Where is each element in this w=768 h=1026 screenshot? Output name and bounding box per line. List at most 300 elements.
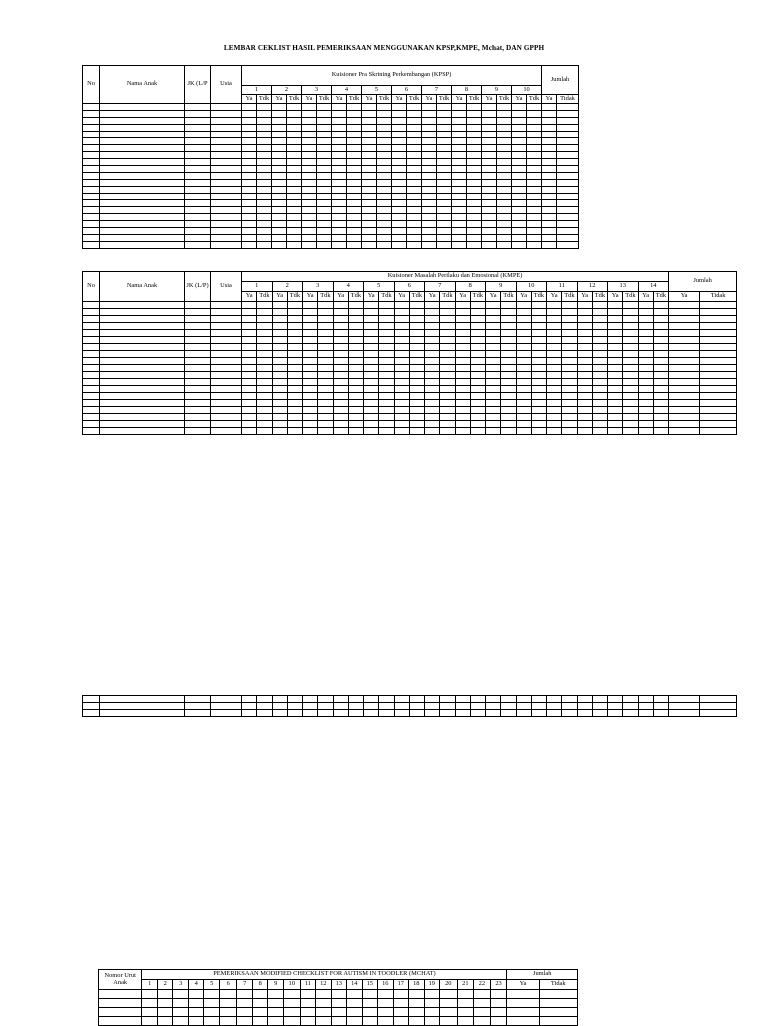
kmpe-cell <box>486 358 501 365</box>
kmpe-cell <box>242 365 257 372</box>
mchat-question-15: 15 <box>362 980 378 990</box>
kpsp-cell <box>362 179 377 186</box>
kmpe-cell <box>516 351 531 358</box>
kmpe-data-row <box>83 386 737 393</box>
kmpe-cell <box>425 302 440 309</box>
kmpe-cell <box>623 365 638 372</box>
mchat-cell <box>393 1008 409 1017</box>
kpsp-cell <box>497 138 512 145</box>
kmpe-continuation-cell <box>440 703 455 710</box>
kmpe-cell <box>211 337 242 344</box>
kmpe-cell <box>653 316 668 323</box>
kmpe-cell <box>608 393 623 400</box>
kmpe-cell <box>700 330 737 337</box>
kpsp-cell <box>467 234 482 241</box>
kmpe-jumlah-ya: Ya <box>669 292 700 302</box>
kpsp-cell <box>211 207 242 214</box>
kpsp-cell <box>347 145 362 152</box>
kmpe-cell <box>562 407 577 414</box>
kmpe-cell <box>562 386 577 393</box>
kpsp-cell <box>482 110 497 117</box>
kmpe-cell <box>379 323 394 330</box>
kmpe-cell <box>669 330 700 337</box>
kmpe-cell <box>669 323 700 330</box>
kpsp-cell <box>452 200 467 207</box>
kmpe-continuation-table <box>82 695 737 717</box>
mchat-cell <box>268 1008 284 1017</box>
kpsp-cell <box>287 179 302 186</box>
mchat-cell <box>142 990 158 999</box>
kmpe-cell <box>653 323 668 330</box>
kmpe-continuation-cell <box>700 710 737 717</box>
kmpe-continuation-cell <box>211 710 242 717</box>
kpsp-cell <box>542 159 557 166</box>
kpsp-cell <box>542 166 557 173</box>
kpsp-col-nama: Nama Anak <box>100 66 185 104</box>
kmpe-continuation-cell <box>669 710 700 717</box>
kmpe-cell <box>287 316 302 323</box>
kpsp-cell <box>422 104 437 111</box>
kpsp-col-no: No <box>83 66 100 104</box>
kmpe-cell <box>440 344 455 351</box>
mchat-col-jumlah: Jumlah <box>507 970 578 980</box>
kpsp-cell <box>407 179 422 186</box>
mchat-cell <box>99 1017 142 1026</box>
kpsp-cell <box>422 138 437 145</box>
kpsp-cell <box>317 166 332 173</box>
kmpe-cell <box>333 386 348 393</box>
kpsp-cell <box>302 193 317 200</box>
kpsp-cell <box>272 221 287 228</box>
kmpe-continuation-cell <box>333 710 348 717</box>
kpsp-cell <box>211 193 242 200</box>
kpsp-cell <box>512 152 527 159</box>
kpsp-cell <box>242 186 257 193</box>
mchat-cell <box>331 990 347 999</box>
kpsp-cell <box>512 193 527 200</box>
kmpe-continuation-cell <box>470 703 485 710</box>
kmpe-continuation-cell <box>379 703 394 710</box>
kmpe-cell <box>364 337 379 344</box>
kmpe-ya-header: Ya <box>425 292 440 302</box>
kpsp-cell <box>437 104 452 111</box>
kpsp-cell <box>272 193 287 200</box>
mchat-question-2: 2 <box>157 980 173 990</box>
kmpe-cell <box>425 365 440 372</box>
kpsp-cell <box>83 159 100 166</box>
kmpe-cell <box>638 309 653 316</box>
kmpe-data-row <box>83 351 737 358</box>
kmpe-cell <box>700 337 737 344</box>
kmpe-tdk-header: Tdk <box>287 292 302 302</box>
mchat-cell <box>331 1008 347 1017</box>
kmpe-cell <box>333 351 348 358</box>
kmpe-cell <box>394 414 409 421</box>
kmpe-cell <box>547 393 562 400</box>
kmpe-cell <box>379 351 394 358</box>
kmpe-cell <box>638 407 653 414</box>
kpsp-cell <box>422 179 437 186</box>
kmpe-cell <box>257 358 272 365</box>
kpsp-cell <box>242 228 257 235</box>
mchat-cell <box>157 1008 173 1017</box>
kmpe-cell <box>470 309 485 316</box>
mchat-cell <box>188 990 204 999</box>
kmpe-cell <box>700 400 737 407</box>
kpsp-cell <box>497 110 512 117</box>
kpsp-tdk-header: Tdk <box>257 95 272 104</box>
mchat-cell <box>362 1017 378 1026</box>
kmpe-continuation-cell <box>394 703 409 710</box>
mchat-cell <box>188 1017 204 1026</box>
kpsp-cell <box>287 138 302 145</box>
kpsp-data-row <box>83 179 579 186</box>
kmpe-cell <box>303 393 318 400</box>
kmpe-cell <box>272 344 287 351</box>
kmpe-cell <box>257 330 272 337</box>
kmpe-cell <box>608 400 623 407</box>
kmpe-data-row <box>83 379 737 386</box>
kmpe-cell <box>318 302 333 309</box>
kmpe-cell <box>272 323 287 330</box>
kpsp-cell <box>257 207 272 214</box>
kmpe-cell <box>455 421 470 428</box>
kmpe-cell <box>364 365 379 372</box>
kmpe-cell <box>211 407 242 414</box>
kmpe-cell <box>638 344 653 351</box>
kmpe-cell <box>608 337 623 344</box>
kpsp-cell <box>542 207 557 214</box>
kmpe-cell <box>653 407 668 414</box>
kmpe-cell <box>348 330 363 337</box>
kpsp-cell <box>542 193 557 200</box>
kmpe-continuation-cell <box>83 703 100 710</box>
kmpe-cell <box>257 414 272 421</box>
kpsp-cell <box>407 138 422 145</box>
kpsp-data-row <box>83 159 579 166</box>
kmpe-cell <box>653 428 668 435</box>
kmpe-continuation-cell <box>608 710 623 717</box>
kmpe-cell <box>562 309 577 316</box>
kpsp-cell <box>100 152 185 159</box>
mchat-question-5: 5 <box>204 980 220 990</box>
kmpe-cell <box>303 386 318 393</box>
kmpe-cell <box>669 428 700 435</box>
kpsp-cell <box>317 110 332 117</box>
kmpe-cell <box>303 309 318 316</box>
kpsp-cell <box>527 138 542 145</box>
kmpe-cell <box>83 428 100 435</box>
kmpe-cell <box>333 316 348 323</box>
mchat-cell <box>331 1017 347 1026</box>
kmpe-cell <box>470 330 485 337</box>
kpsp-cell <box>527 221 542 228</box>
kmpe-cell <box>394 302 409 309</box>
kmpe-cell <box>531 323 546 330</box>
kpsp-cell <box>497 117 512 124</box>
kmpe-cell <box>700 414 737 421</box>
kpsp-cell <box>512 159 527 166</box>
kmpe-cell <box>623 358 638 365</box>
kpsp-tdk-header: Tdk <box>347 95 362 104</box>
kpsp-tdk-header: Tdk <box>287 95 302 104</box>
mchat-cell <box>424 1017 440 1026</box>
kmpe-cell <box>440 379 455 386</box>
kmpe-continuation-cell <box>272 710 287 717</box>
kmpe-cell <box>440 386 455 393</box>
kmpe-cell <box>455 337 470 344</box>
kpsp-cell <box>272 152 287 159</box>
kpsp-cell <box>302 214 317 221</box>
kpsp-cell <box>257 124 272 131</box>
kpsp-cell <box>317 159 332 166</box>
kpsp-cell <box>452 179 467 186</box>
kmpe-cell <box>531 407 546 414</box>
kmpe-cell <box>547 351 562 358</box>
kmpe-cell <box>394 337 409 344</box>
kpsp-cell <box>422 221 437 228</box>
kpsp-cell <box>317 234 332 241</box>
kmpe-cell <box>623 372 638 379</box>
kpsp-cell <box>407 186 422 193</box>
kpsp-cell <box>467 228 482 235</box>
kmpe-cell <box>562 372 577 379</box>
kmpe-cell <box>608 358 623 365</box>
kmpe-cell <box>333 428 348 435</box>
kmpe-cell <box>455 358 470 365</box>
kmpe-cell <box>257 393 272 400</box>
kmpe-cell <box>211 365 242 372</box>
kpsp-cell <box>347 104 362 111</box>
kmpe-cell <box>257 407 272 414</box>
kmpe-ya-header: Ya <box>272 292 287 302</box>
kpsp-cell <box>377 152 392 159</box>
kmpe-continuation-cell <box>470 696 485 703</box>
kpsp-cell <box>272 131 287 138</box>
kpsp-cell <box>211 110 242 117</box>
kmpe-cell <box>303 323 318 330</box>
mchat-cell <box>316 999 332 1008</box>
kmpe-cell <box>547 309 562 316</box>
kmpe-cell <box>364 421 379 428</box>
kmpe-question-7: 7 <box>425 282 456 292</box>
kpsp-cell <box>83 145 100 152</box>
kmpe-tdk-header: Tdk <box>379 292 394 302</box>
kpsp-cell <box>407 193 422 200</box>
kpsp-cell <box>347 152 362 159</box>
kpsp-tdk-header: Tdk <box>467 95 482 104</box>
kmpe-cell <box>531 393 546 400</box>
kmpe-cell <box>531 302 546 309</box>
kmpe-cell <box>577 330 592 337</box>
kpsp-cell <box>211 145 242 152</box>
mchat-cell <box>173 1017 189 1026</box>
kpsp-cell <box>482 117 497 124</box>
kmpe-cell <box>455 316 470 323</box>
kpsp-cell <box>211 241 242 248</box>
mchat-cell <box>424 1008 440 1017</box>
kmpe-cell <box>653 337 668 344</box>
kpsp-cell <box>392 145 407 152</box>
kmpe-tdk-header: Tdk <box>562 292 577 302</box>
kpsp-cell <box>83 221 100 228</box>
kpsp-cell <box>211 234 242 241</box>
kpsp-cell <box>482 207 497 214</box>
kmpe-cell <box>501 344 516 351</box>
mchat-cell <box>283 990 300 999</box>
kmpe-cell <box>364 372 379 379</box>
kmpe-tdk-header: Tdk <box>257 292 272 302</box>
kpsp-cell <box>242 179 257 186</box>
mchat-cell <box>219 990 237 999</box>
kmpe-cell <box>100 421 185 428</box>
kpsp-cell <box>362 193 377 200</box>
kmpe-cell <box>242 337 257 344</box>
kpsp-cell <box>83 117 100 124</box>
kmpe-cell <box>333 365 348 372</box>
kpsp-cell <box>211 104 242 111</box>
kmpe-cell <box>700 407 737 414</box>
kmpe-cell <box>348 428 363 435</box>
kmpe-ya-header: Ya <box>577 292 592 302</box>
kpsp-cell <box>362 241 377 248</box>
kpsp-cell <box>185 131 211 138</box>
kmpe-cell <box>623 302 638 309</box>
mchat-cell <box>440 999 458 1008</box>
mchat-cell <box>507 1008 539 1017</box>
kmpe-tdk-header: Tdk <box>348 292 363 302</box>
kmpe-cell <box>409 421 424 428</box>
kpsp-question-5: 5 <box>362 86 392 95</box>
kmpe-cell <box>516 323 531 330</box>
kmpe-cell <box>547 316 562 323</box>
kmpe-cell <box>577 379 592 386</box>
kpsp-cell <box>100 234 185 241</box>
kmpe-cell <box>318 372 333 379</box>
kpsp-cell <box>452 152 467 159</box>
kmpe-cell <box>531 358 546 365</box>
kmpe-cell <box>185 379 211 386</box>
kpsp-cell <box>527 104 542 111</box>
kmpe-cell <box>185 344 211 351</box>
kmpe-cell <box>623 337 638 344</box>
kpsp-cell <box>185 234 211 241</box>
kpsp-cell <box>242 117 257 124</box>
kpsp-cell <box>362 186 377 193</box>
kmpe-cell <box>440 316 455 323</box>
kmpe-data-row <box>83 407 737 414</box>
kmpe-cell <box>531 316 546 323</box>
mchat-cell <box>347 1008 363 1017</box>
kpsp-cell <box>407 228 422 235</box>
kmpe-cell <box>333 372 348 379</box>
kpsp-cell <box>527 200 542 207</box>
kpsp-cell <box>257 166 272 173</box>
kmpe-cell <box>653 386 668 393</box>
kmpe-col-no: No <box>83 272 100 302</box>
kmpe-cell <box>501 351 516 358</box>
kmpe-ya-header: Ya <box>364 292 379 302</box>
mchat-question-19: 19 <box>424 980 440 990</box>
kmpe-cell <box>242 316 257 323</box>
kmpe-cell <box>409 309 424 316</box>
kmpe-cell <box>669 393 700 400</box>
kmpe-cell <box>486 309 501 316</box>
kmpe-cell <box>425 428 440 435</box>
kmpe-continuation-cell <box>287 696 302 703</box>
mchat-data-row <box>99 1008 578 1017</box>
kmpe-cell <box>653 344 668 351</box>
kmpe-cell <box>669 421 700 428</box>
kpsp-cell <box>347 138 362 145</box>
kpsp-cell <box>347 234 362 241</box>
kpsp-question-1: 1 <box>242 86 272 95</box>
mchat-cell <box>490 990 507 999</box>
kmpe-cell <box>272 365 287 372</box>
kmpe-cell <box>257 379 272 386</box>
kmpe-continuation-cell <box>516 703 531 710</box>
kpsp-cell <box>242 110 257 117</box>
kmpe-continuation-cell <box>577 703 592 710</box>
mchat-cell <box>252 990 268 999</box>
kmpe-cell <box>592 372 607 379</box>
kmpe-cell <box>516 365 531 372</box>
kpsp-cell <box>272 172 287 179</box>
kpsp-cell <box>272 138 287 145</box>
kpsp-cell <box>317 200 332 207</box>
kmpe-cell <box>562 351 577 358</box>
mchat-cell <box>409 1008 425 1017</box>
kmpe-cell <box>501 323 516 330</box>
kmpe-tdk-header: Tdk <box>470 292 485 302</box>
kmpe-cell <box>333 344 348 351</box>
kmpe-cell <box>577 414 592 421</box>
kmpe-cell <box>272 393 287 400</box>
mchat-cell <box>188 1008 204 1017</box>
mchat-cell <box>474 999 491 1008</box>
kpsp-cell <box>332 241 347 248</box>
kpsp-ya-header: Ya <box>362 95 377 104</box>
kpsp-cell <box>422 172 437 179</box>
mchat-cell <box>409 999 425 1008</box>
kpsp-cell <box>257 186 272 193</box>
kpsp-cell <box>452 159 467 166</box>
kmpe-data-row <box>83 358 737 365</box>
kpsp-cell <box>185 166 211 173</box>
kpsp-cell <box>377 186 392 193</box>
kmpe-cell <box>318 316 333 323</box>
mchat-table <box>98 969 578 1026</box>
kmpe-cell <box>287 309 302 316</box>
kmpe-cell <box>577 421 592 428</box>
kmpe-cell <box>318 323 333 330</box>
kmpe-cell <box>83 358 100 365</box>
kmpe-cell <box>242 379 257 386</box>
kmpe-cell <box>394 400 409 407</box>
kmpe-cell <box>348 358 363 365</box>
kpsp-cell <box>467 193 482 200</box>
kmpe-cell <box>242 421 257 428</box>
kmpe-cell <box>83 344 100 351</box>
mchat-header-row <box>99 970 578 980</box>
kpsp-cell <box>332 152 347 159</box>
kmpe-cell <box>669 344 700 351</box>
kmpe-continuation-cell <box>409 696 424 703</box>
kpsp-cell <box>467 159 482 166</box>
kmpe-cell <box>700 428 737 435</box>
kpsp-cell <box>287 200 302 207</box>
kpsp-cell <box>185 207 211 214</box>
